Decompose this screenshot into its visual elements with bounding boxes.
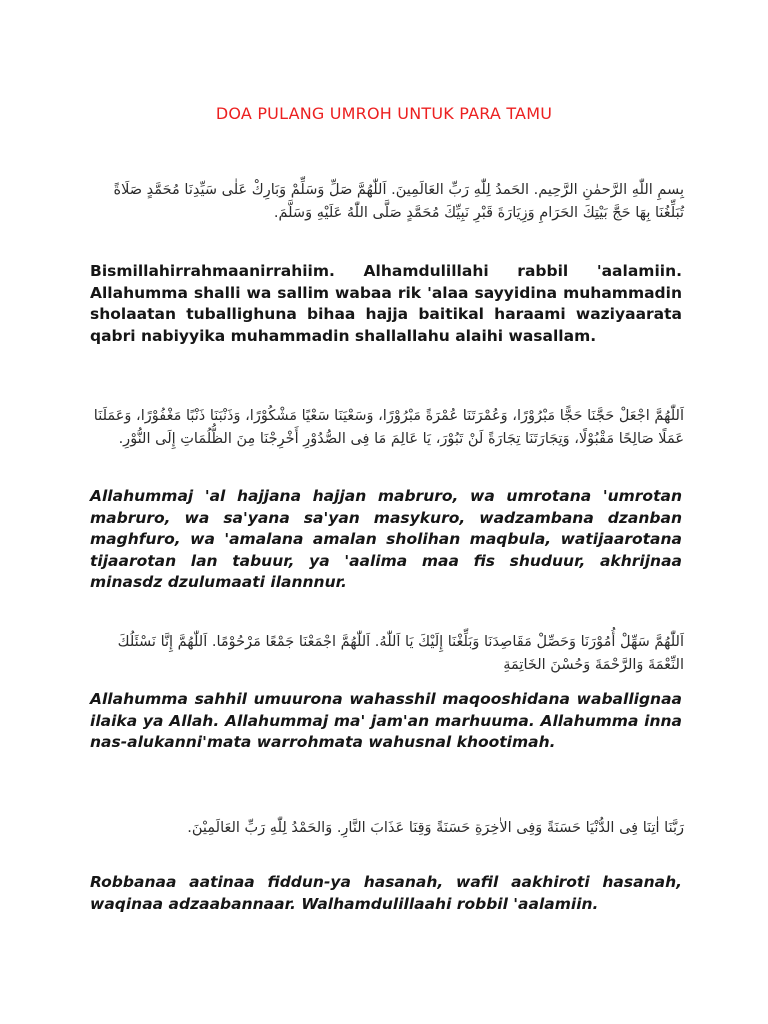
- page-title: DOA PULANG UMROH UNTUK PARA TAMU: [215, 104, 553, 123]
- latin-paragraph-1: Bismillahirrahmaanirrahiim. Alhamdulillahi rabbil 'aalamiin. Allahumma shalli wa sallim wabaa rik 'alaa sayyidina muhammadin sholaatan tuballighuna bihaa hajja baitikal haraami waziyaarata qabri nabiyyika muhammadin shallallahu alaihi wasallam.: [90, 262, 682, 345]
- arabic-paragraph-1: بِسمِ اللّٰهِ الرَّحمٰنِ الرَّحِيم. الحَمدُ لِلّٰهِ رَبِّ العَالَمِينَ. اَللّٰهُمَّ صَلِّ وَسَلِّمْ وَبَارِكْ عَلٰى سَيِّدِنَا مُحَمَّدٍ صَلَاةً تُبَلِّغُنَا بِهَا حَجَّ بَيْتِكَ الحَرَامِ وَزِيَارَةَ قَبْرِ نَبِيِّكَ مُحَمَّدٍ صَلَّى اللّٰهُ عَلَيْهِ وَسَلَّمَ.: [113, 182, 684, 221]
- latin-paragraph-2: Allahummaj 'al hajjana hajjan mabruro, wa umrotana 'umrotan mabruro, wa sa'yana sa'yan masykuro, wadzambana dzanban maghfuro, wa 'amalana amalan sholihan maqbula, watijaarotana tijaarotan lan tabuur, ya 'aalima maa fis shuduur, akhrijnaa minasdz dzulumaati ilannnur.: [90, 487, 682, 591]
- arabic-paragraph-3: اَللّٰهُمَّ سَهِّلْ أُمُوْرَنَا وَحَصِّلْ مَقَاصِدَنَا وَبَلِّغْنَا إِلَيْكَ يَا اَللّٰهُ. اَللّٰهُمَّ اجْمَعْنَا جَمْعًا مَرْحُوْمًا. اَللّٰهُمَّ إِنَّا نَسْئَلُكَ النِّعْمَةَ وَالرَّحْمَةَ وَحُسْنَ الخَاتِمَةِ: [117, 634, 684, 673]
- arabic-paragraph-2: اَللّٰهُمَّ اجْعَلْ حَجَّنَا حَجًّا مَبْرُوْرًا، وَعُمْرَتَنَا عُمْرَةً مَبْرُوْرًا، وَسَعْيَنَا سَعْيًا مَشْكُوْرًا، وَذَنْبَنَا ذَنْبًا مَغْفُوْرًا، وَعَمَلَنَا عَمَلًا صَالِحًا مَقْبُوْلًا، وَتِجَارَتَنَا تِجَارَةً لَنْ تَبُوْرَ، يَا عَالِمَ مَا فِى الصُّدُوْرِ أَخْرِجْنَا مِنَ الظُّلُمَاتِ إِلَى النُّوْرِ.: [93, 408, 684, 447]
- latin-paragraph-3: Allahumma sahhil umuurona wahasshil maqooshidana waballignaa ilaika ya Allah. Allahummaj ma' jam'an marhuuma. Allahumma inna nas-alukanni'mata warrohmata wahusnal khootimah.: [90, 690, 682, 751]
- latin-paragraph-4: Robbanaa aatinaa fiddun-ya hasanah, wafil aakhiroti hasanah, waqinaa adzaabannaar. Walhamdulillaahi robbil 'aalamiin.: [90, 873, 682, 913]
- arabic-paragraph-4: رَبَّنَا اٰتِنَا فِى الدُّنْيَا حَسَنَةً وَفِى الاٰخِرَةِ حَسَنَةً وَقِنَا عَذَابَ النَّارِ. وَالحَمْدُ لِلّٰهِ رَبِّ العَالَمِيْنَ.: [187, 820, 684, 836]
